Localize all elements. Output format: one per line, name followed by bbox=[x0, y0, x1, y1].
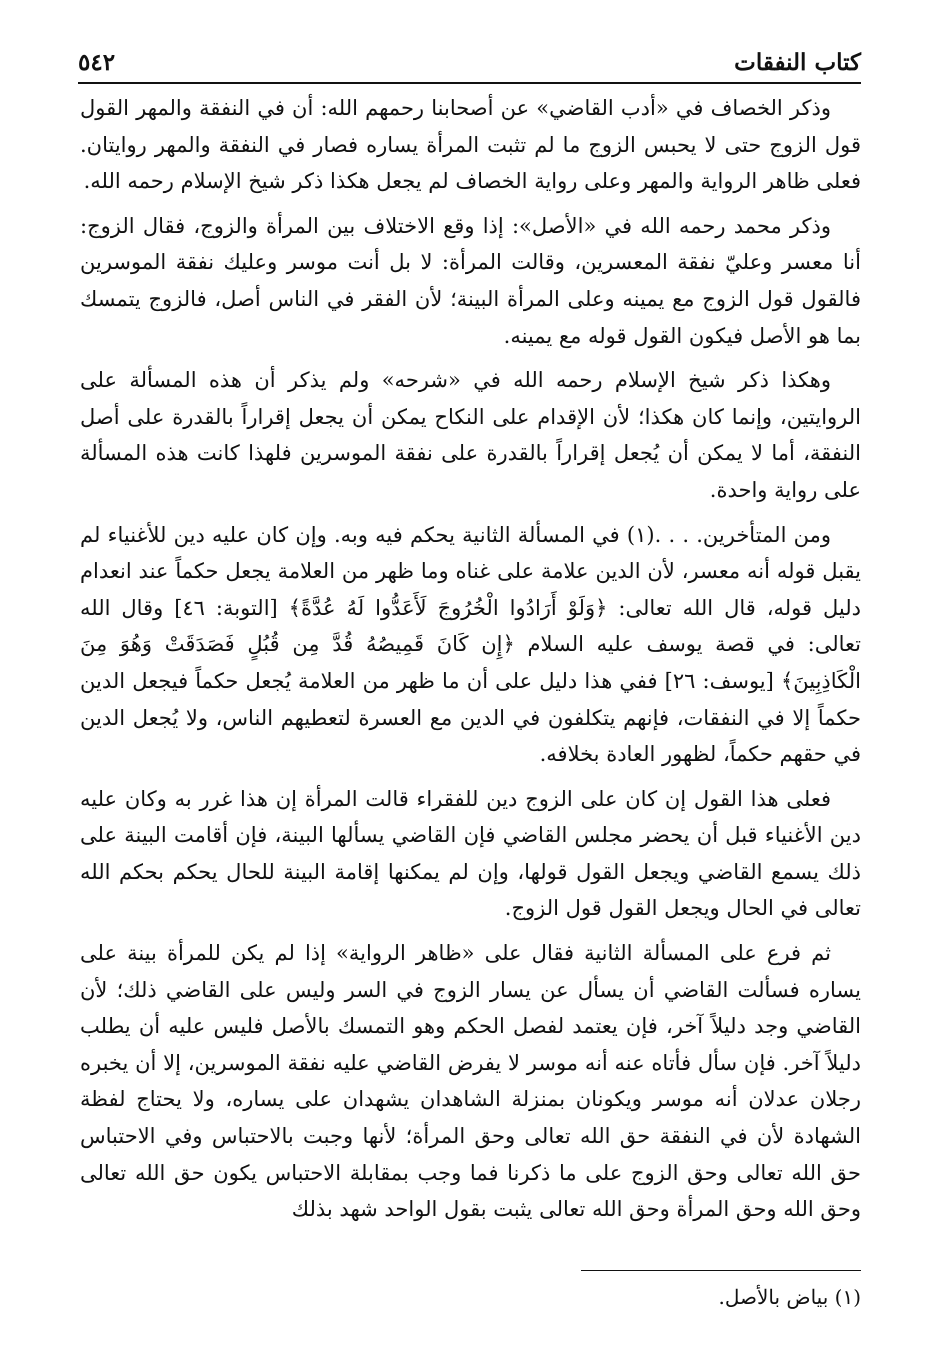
paragraph: وذكر الخصاف في «أدب القاضي» عن أصحابنا رحمهم الله: أن في النفقة والمهر القول قول الزوج حتى لا يحبس الزوج ما لم تثبت المرأة يساره فصار في النفقة والمهر روايتان. فعلى ظاهر الرواية والمهر وعلى رواية الخصاف لم يجعل هكذا ذكر شيخ الإسلام رحمه الله. bbox=[80, 96, 861, 194]
book-title: كتاب النفقات bbox=[734, 49, 861, 76]
paragraph: ثم فرع على المسألة الثانية فقال على «ظاهر الرواية» إذا لم يكن للمرأة بينة على يساره فسألت القاضي أن يسأل عن يسار الزوج في السر وليس على القاضي ذلك؛ لأن القاضي وجد دليلاً آخر، فإن يعتمد لفصل الحكم وهو التمسك بالأصل فليس عليه أن يطلب دليلاً آخر. فإن سأل فأتاه عنه أنه موسر لا يفرض القاضي عليه نفقة الموسرين، إلا أن يخبره رجلان عدلان أنه موسر ويكونان بمنزلة الشاهدان يشهدان على يساره، ولا يحتاج لفظة الشهادة لأن في النفقة حق الله تعالى وحق المرأة؛ لأنها وجبت بالاحتباس وفي الاحتباس حق الله تعالى وحق الزوج على ما ذكرنا فما وجب بمقابلة الاحتباس يكون حق الله تعالى وحق الله وحق المرأة وحق الله تعالى يثبت بقول الواحد شهد بذلك bbox=[80, 941, 861, 1222]
main-text bbox=[80, 90, 861, 1236]
paragraph: وذكر محمد رحمه الله في «الأصل»: إذا وقع الاختلاف بين المرأة والزوج، فقال الزوج: أنا معسر وعليّ نفقة المعسرين، وقالت المرأة: لا بل أنت موسر وعليك نفقة الموسرين فالقول قول الزوج مع يمينه وعلى المرأة البينة؛ لأن الفقر في الناس أصل، فالزوج يتمسك بما هو الأصل فيكون القول قوله مع يمينه. bbox=[80, 213, 861, 348]
page-number: ٥٤٢ bbox=[78, 49, 116, 76]
paragraph: وهكذا ذكر شيخ الإسلام رحمه الله في «شرحه» ولم يذكر أن هذه المسألة على الروايتين، وإنما كان هكذا؛ لأن الإقدام على النكاح يمكن أن يجعل إقراراً بالقدرة على أصل النفقة، أما لا يمكن أن يُجعل إقراراً بالقدرة على نفقة الموسرين فلهذا كانت هذه المسألة على رواية واحدة. bbox=[80, 368, 861, 502]
paragraph: فعلى هذا القول إن كان على الزوج دين للفقراء قالت المرأة إن هذا غرر به وكان عليه دين الأغنياء قبل أن يحضر مجلس القاضي فإن القاضي يسألها البينة، فإن أقامت البينة على ذلك يسمع القاضي ويجعل القول قولها، وإن لم يمكنها إقامة البينة للحال يحكم بحكم الله تعالى في الحال ويجعل القول قول الزوج. bbox=[80, 786, 861, 921]
footnote-divider bbox=[581, 1270, 861, 1271]
paragraph: ومن المتأخرين. . . .(١) في المسألة الثانية يحكم فيه وبه. وإن كان عليه دين للأغنياء لم يقبل قوله أنه معسر، لأن الدين علامة على غناه وما ظهر من العلامة يجعل حكماً عند انعدام دليل قوله، قال الله تعالى: ﴿وَلَوْ أَرَادُوا الْخُرُوجَ لَأَعَدُّوا لَهُ عُدَّةً﴾ [التوبة: ٤٦] وقال الله تعالى: في قصة يوسف عليه السلام ﴿إِن كَانَ قَمِيصُهُ قُدَّ مِن قُبُلٍ فَصَدَقَتْ وَهُوَ مِنَ الْكَاذِبِينَ﴾ [يوسف: ٢٦] ففي هذا دليل على أن ما ظهر من العلامة يُجعل حكماً فيجعل الدين حكماً إلا في النفقات، فإنهم يتكلفون في الدين مع العسرة لتعطيهم الناس، ولا يُجعل الدين في حقهم حكماً، لظهور العادة بخلافه. bbox=[80, 522, 862, 767]
page-header bbox=[78, 40, 861, 84]
footnote: (١) بياض بالأصل. bbox=[718, 1285, 861, 1309]
